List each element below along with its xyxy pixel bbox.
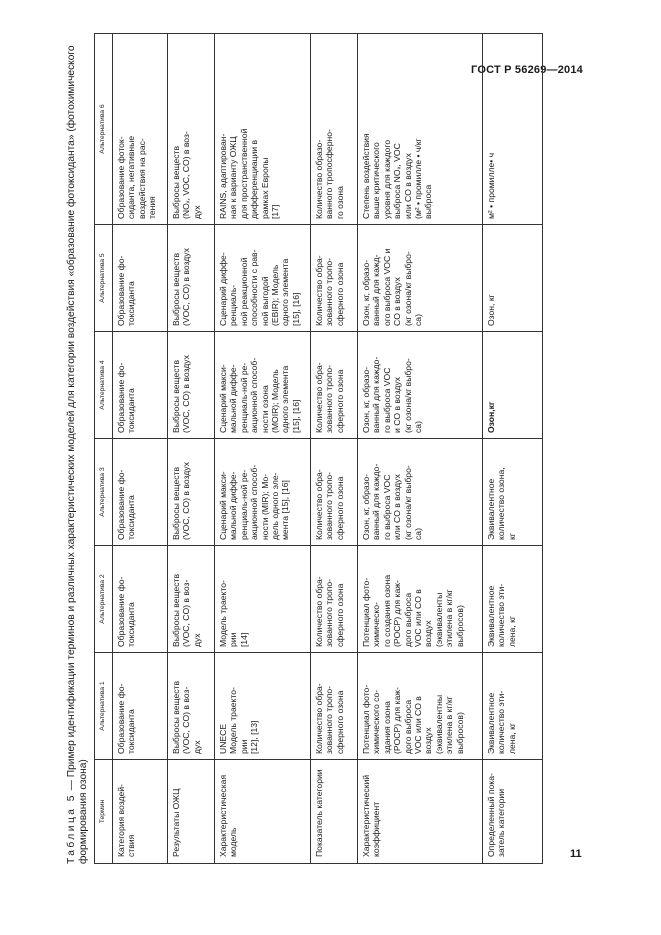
table-cell: Эквивалентное количество озона, кг — [483, 439, 543, 546]
term-cell: Определенный пока- затель категории — [483, 760, 543, 864]
table-cell: Образование фо- токсиданта — [113, 225, 168, 332]
table-cell: Эквивалентное количество эти- лена, кг — [483, 546, 543, 653]
term-cell: Результаты ОЖЦ — [168, 760, 215, 864]
table-cell: Выбросы веществ (NOₓ, VOC, CO) в воз- дух — [168, 34, 215, 225]
table-cell: Степень воздействия выше критического уровня для каждого выброса NOₓ, VOC или CO в воздух (м² • промилле • ч/кг выброса — [358, 34, 483, 225]
table-cell: Образование фоток- сиданта, негативные воздействия на рас- тения — [113, 34, 168, 225]
col-header: Альтернатива 5 — [95, 225, 113, 332]
rotated-table-block — [66, 34, 544, 864]
table-cell: UNECE Модель траекто- рии [12], [13] — [215, 653, 311, 760]
table-cell: Сценарий макси- мальной диффе- ренциаль-ной ре- акционной способ- ности озона (MOIR); Модель одного элемента [15], [16] — [215, 332, 311, 439]
table-cell: Озон, кг, образо- ванный для каждо- го выброса VOC или CO в воздух (кг озона/кг выбро- са) — [358, 439, 483, 546]
table-row — [358, 34, 483, 864]
table-cell: Сценарий макси- мальной диффе- ренциаль-ной ре- акционной способ- ности (MIR); Мо- дель одного эле- мента [15], [16] — [215, 439, 311, 546]
term-cell: Характеристическая модель — [215, 760, 311, 864]
table-caption — [66, 34, 90, 864]
term-cell: Показатель категории — [311, 760, 358, 864]
table-cell: Образование фо- токсиданта — [113, 332, 168, 439]
table-cell: Озон,кг — [483, 332, 543, 439]
table-row — [215, 34, 311, 864]
table-row — [311, 34, 358, 864]
table-cell: Потенциал фото- химическо- го создания озона (POCP) для каж- дого выброса VOC или CO в воздух (эквиваленты этилена в кг/кг выбросов) — [358, 546, 483, 653]
table-caption-text: — Пример идентификации терминов и различных характеристических моделей для категории воздействия «образование фотоксиданта» (фотохимического формирования озона) — [66, 45, 89, 864]
table-cell: Выбросы веществ (VOC, CO) в воз- дух — [168, 546, 215, 653]
table-cell: Эквивалентное количество эти- лена, кг — [483, 653, 543, 760]
table-cell: Образование фо- токсиданта — [113, 653, 168, 760]
table-cell: Потенциал фото- химического со- здания озона (POCP) для каж- дого выброса VOC или CO в воздух (эквивалентны этилена в кг/кг выбросов) — [358, 653, 483, 760]
table-cell: Выбросы веществ (VOC, CO) в воз- дух — [168, 653, 215, 760]
table-caption-label: Таблица 5 — [66, 793, 77, 864]
col-header: Альтернатива 4 — [95, 332, 113, 439]
col-header: Альтернатива 6 — [95, 34, 113, 225]
table-cell: Сценарий диффе- ренциаль- ной реакционной способности с рав- ной выгодой (EBIR); Модель одного элемента [15], [16] — [215, 225, 311, 332]
table-cell: Модель траекто- рии [14] — [215, 546, 311, 653]
table-row — [113, 34, 168, 864]
table-cell: Количество обра- зованного тропо- сферного озона — [311, 546, 358, 653]
col-header: Альтернатива 1 — [95, 653, 113, 760]
table-cell: Количество обра- зованного тропо- сферного озона — [311, 653, 358, 760]
table-cell: Озон, кг, образо- ванный для кажд- ого выброса VOC и CO в воздух (кг озона/кг выбро- са) — [358, 225, 483, 332]
col-header: Термин — [95, 760, 113, 864]
table-row — [483, 34, 543, 864]
table-cell: Количество образо- ванного тропосферно- го озона — [311, 34, 358, 225]
table-cell: Количество обра- зованного тропо- сферного озона — [311, 332, 358, 439]
table-cell: Количество обра- зованного тропо- сферного озона — [311, 439, 358, 546]
col-header: Альтернатива 2 — [95, 546, 113, 653]
table-cell: Выбросы веществ (VOC, CO) в воздух — [168, 332, 215, 439]
page-number: 11 — [570, 848, 582, 860]
term-cell: Характеристический коэффициент — [358, 760, 483, 864]
document-code: ГОСТ Р 56269—2014 — [471, 64, 583, 76]
table-cell: Образование фо- токсиданта — [113, 546, 168, 653]
col-header: Альтернатива 3 — [95, 439, 113, 546]
table-cell: Образование фо- токсиданта — [113, 439, 168, 546]
term-cell: Категория воздей- ствия — [113, 760, 168, 864]
table-cell: м² • промилле• ч — [483, 34, 543, 225]
table-cell: RAINS, адаптирован- ная к варианту ОЖЦ для пространственной дифференциации в рамках Европы [17] — [215, 34, 311, 225]
table-cell: Выбросы веществ (VOC, CO) в воздух — [168, 225, 215, 332]
table-row — [168, 34, 215, 864]
table-header-row — [95, 34, 113, 864]
table-cell: Озон, кг, образо- ванный для каждо- го выброса VOC и CO в воздух (кг озона/кг выбро- са) — [358, 332, 483, 439]
table-cell: Выбросы веществ (VOC, CO) в воздух — [168, 439, 215, 546]
table-cell: Количество обра- зованного тропо- сферного озона — [311, 225, 358, 332]
table-cell: Озон, кг — [483, 225, 543, 332]
identification-table — [94, 33, 543, 864]
